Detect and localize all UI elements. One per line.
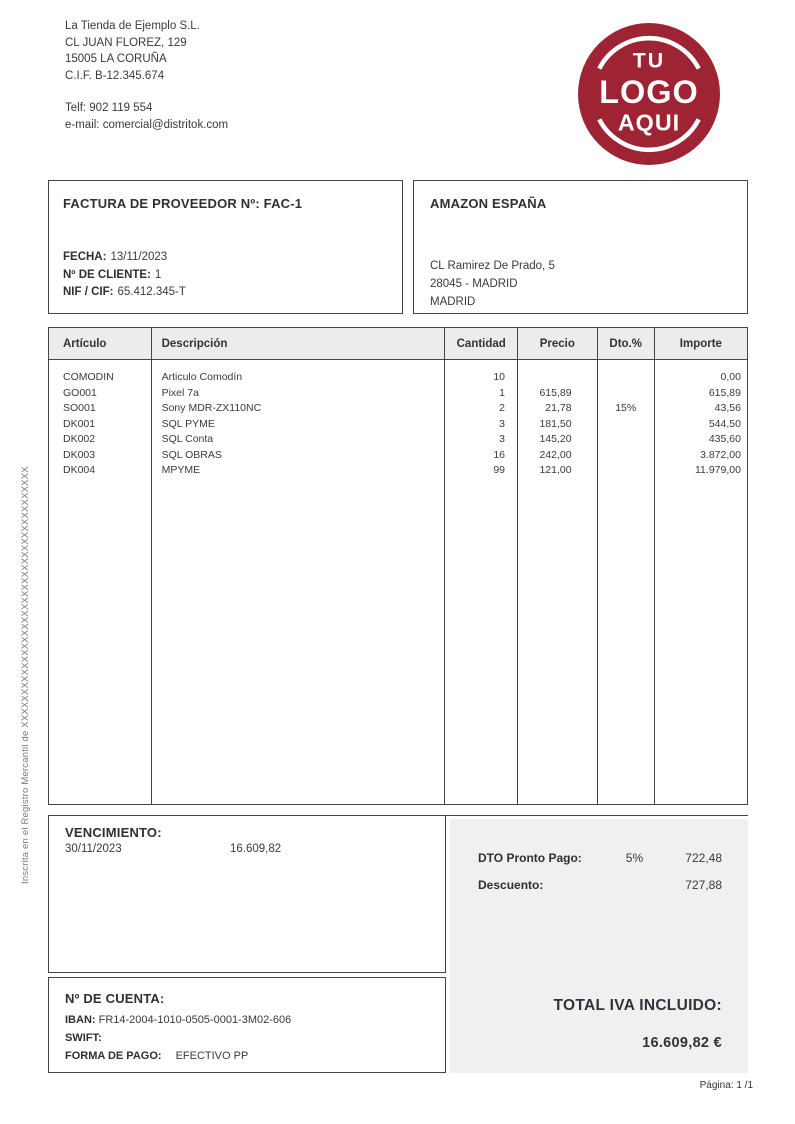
table-cell <box>598 448 654 464</box>
company-phone: Telf: 902 119 554 <box>65 102 153 114</box>
table-cell <box>598 386 654 402</box>
table-cell <box>598 417 654 433</box>
table-cell: Sony MDR-ZX110NC <box>161 402 262 414</box>
table-cell: 0,00 <box>720 371 741 383</box>
table-cell: SQL Conta <box>161 433 214 445</box>
customer-box <box>413 180 748 314</box>
table-cell: SQL OBRAS <box>161 448 222 461</box>
customer-name: AMAZON ESPAÑA <box>430 196 547 211</box>
client-number-label: Nº DE CLIENTE: <box>63 268 151 281</box>
customer-postal-city: 28045 - MADRID <box>430 278 518 290</box>
customer-street: CL Ramirez De Prado, 5 <box>430 260 555 272</box>
payment-method-row <box>65 1047 429 1065</box>
invoice-date-label: FECHA: <box>63 251 107 263</box>
iban-row <box>65 1011 429 1029</box>
registry-note: Inscrita en el Registro Mercantil de XXXXXXXXXXXXXXXXXXXXXXXXXXXXXXXXXXXXXXXX <box>20 466 31 884</box>
table-cell: 3.872,00 <box>700 448 741 461</box>
table-cell: 15% <box>615 402 637 414</box>
table-cell: 544,50 <box>708 417 741 430</box>
table-column-articulo <box>49 360 152 804</box>
client-number-row <box>63 267 388 285</box>
table-cell <box>598 432 654 448</box>
table-cell: 21,78 <box>545 402 572 414</box>
due-amount-value: 16.609,82 <box>230 843 282 855</box>
account-box <box>48 977 446 1073</box>
table-cell <box>518 370 572 386</box>
table-cell: 435,60 <box>708 433 741 445</box>
table-column-precio <box>518 360 598 804</box>
discount-row <box>478 878 722 892</box>
logo-text-line2: LOGO <box>599 74 699 111</box>
table-column-importe <box>655 360 747 804</box>
nif-cif-label: NIF / CIF: <box>63 286 114 298</box>
invoice-header-box <box>48 180 403 314</box>
table-cell: SQL PYME <box>161 417 215 430</box>
payment-method-value: EFECTIVO PP <box>175 1050 249 1062</box>
nif-cif-row <box>63 284 388 302</box>
prompt-payment-discount-label: DTO Pronto Pago: <box>478 851 582 865</box>
column-header-descripcion: Descripción <box>152 328 446 360</box>
logo-text-line3: AQUI <box>617 109 681 136</box>
table-cell: 10 <box>493 371 506 383</box>
totals-column <box>446 815 748 1073</box>
table-cell: DK001 <box>63 417 96 430</box>
table-cell: 1 <box>499 386 506 399</box>
company-name: La Tienda de Ejemplo S.L. <box>65 20 200 32</box>
table-cell: COMODIN <box>63 371 114 383</box>
table-cell: 99 <box>493 464 506 476</box>
invoice-date-value: 13/11/2023 <box>110 251 168 263</box>
discount-amount: 727,88 <box>685 878 722 892</box>
table-cell: MPYME <box>161 464 201 476</box>
company-email: e-mail: comercial@distritok.com <box>65 118 229 131</box>
column-header-cantidad: Cantidad <box>445 328 518 360</box>
payment-method-label: FORMA DE PAGO: <box>65 1050 162 1062</box>
table-cell: Articulo Comodín <box>161 371 243 383</box>
iban-value: FR14-2004-1010-0505-0001-3M02-606 <box>98 1014 292 1026</box>
totals-panel <box>450 819 748 1073</box>
grand-total-block <box>478 997 722 1051</box>
logo-badge-icon <box>578 23 720 165</box>
column-header-articulo: Artículo <box>49 328 152 360</box>
column-header-importe: Importe <box>655 328 747 360</box>
page-number: Página: 1 /1 <box>699 1080 753 1091</box>
due-date-box <box>48 815 446 973</box>
table-cell: 3 <box>499 417 506 430</box>
table-cell: DK003 <box>63 448 96 461</box>
table-cell: 242,00 <box>539 448 572 461</box>
table-cell: 11.979,00 <box>695 464 741 476</box>
invoice-date-row <box>63 249 388 267</box>
table-cell: 615,89 <box>539 386 572 399</box>
table-cell <box>598 463 654 479</box>
table-cell: 16 <box>493 448 506 461</box>
table-cell: 615,89 <box>708 386 741 399</box>
table-cell: SO001 <box>63 402 96 414</box>
table-cell: 121,00 <box>539 464 572 476</box>
iban-label: IBAN: <box>65 1014 96 1026</box>
due-title: VENCIMIENTO: <box>65 825 162 840</box>
logo-text-line1: TU <box>632 48 666 73</box>
client-number-value: 1 <box>154 268 162 281</box>
company-info <box>65 18 228 133</box>
items-table <box>48 327 748 805</box>
table-column-descripcion <box>152 360 446 804</box>
grand-total-label: TOTAL IVA INCLUIDO: <box>553 997 722 1014</box>
customer-province: MADRID <box>430 296 476 308</box>
due-date-value: 30/11/2023 <box>65 843 122 855</box>
table-cell: GO001 <box>63 386 97 399</box>
table-cell: DK004 <box>63 464 96 476</box>
table-cell: 145,20 <box>539 433 572 445</box>
swift-row <box>65 1029 429 1047</box>
table-cell: 2 <box>499 402 506 414</box>
table-cell: Pixel 7a <box>161 386 199 399</box>
company-logo <box>578 23 720 165</box>
account-title: Nº DE CUENTA: <box>65 991 165 1006</box>
table-column-dto <box>598 360 655 804</box>
company-city: 15005 LA CORUÑA <box>65 53 167 65</box>
prompt-payment-discount-row <box>478 851 722 865</box>
nif-cif-value: 65.412.345-T <box>117 286 186 298</box>
column-header-precio: Precio <box>518 328 598 360</box>
prompt-payment-discount-percent: 5% <box>625 851 644 865</box>
invoice-title: FACTURA DE PROVEEDOR Nº: FAC-1 <box>63 196 303 211</box>
column-header-dto: Dto.% <box>598 328 655 360</box>
table-cell: DK002 <box>63 433 96 445</box>
swift-label: SWIFT: <box>65 1032 102 1044</box>
grand-total-amount: 16.609,82 € <box>642 1035 722 1051</box>
company-street: CL JUAN FLOREZ, 129 <box>65 36 187 49</box>
table-cell: 43,56 <box>714 402 741 414</box>
table-cell: 181,50 <box>539 417 572 430</box>
table-column-cantidad <box>445 360 518 804</box>
company-cif: C.I.F. B-12.345.674 <box>65 69 165 82</box>
table-cell: 3 <box>499 433 506 445</box>
table-cell <box>598 370 654 386</box>
discount-label: Descuento: <box>478 878 544 892</box>
prompt-payment-discount-amount: 722,48 <box>685 851 722 865</box>
